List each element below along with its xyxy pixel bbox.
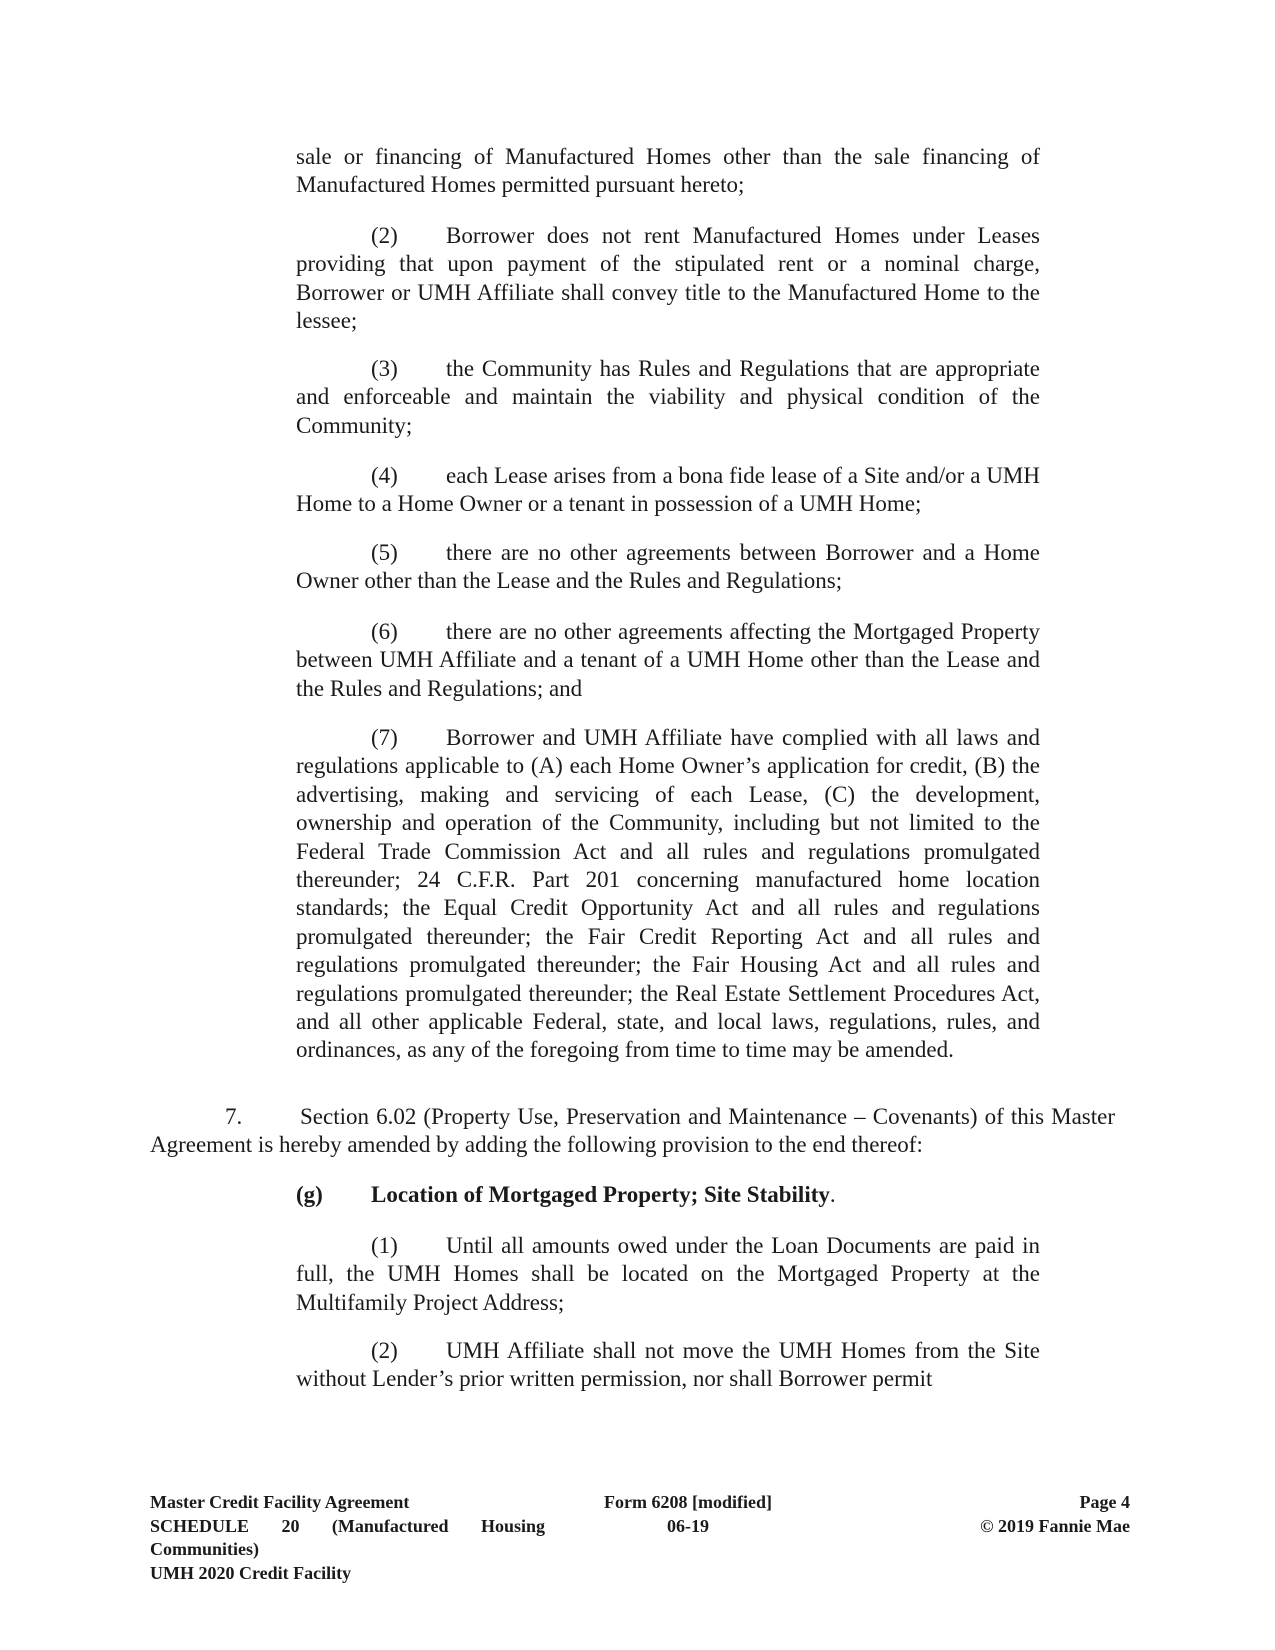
paragraph-item-2 xyxy=(296,222,1040,336)
paragraph-text: UMH Affiliate shall not move the UMH Homes from the Site without Lender’s prior written permission, nor shall Borrower permit xyxy=(296,1338,1040,1392)
paragraph-text: there are no other agreements between Borrower and a Home Owner other than the Lease and the Rules and Regulations; xyxy=(296,540,1040,594)
subsection-letter: (g) xyxy=(296,1182,323,1207)
item-number: (4) xyxy=(371,463,398,488)
footer-facility-name: UMH 2020 Credit Facility xyxy=(150,1562,352,1583)
section-text: Section 6.02 (Property Use, Preservation and Maintenance – Covenants) of this Master Agreement is hereby amended by adding the following provision to the end thereof: xyxy=(150,1104,1115,1158)
footer-left xyxy=(150,1491,545,1585)
footer-form-number: Form 6208 [modified] xyxy=(604,1492,772,1512)
paragraph-text: the Community has Rules and Regulations that are appropriate and enforceable and maintain the viability and physical condition of the Community; xyxy=(296,356,1040,438)
paragraph-item-4 xyxy=(296,462,1040,519)
item-number: (3) xyxy=(371,356,398,381)
subsection-title: Location of Mortgaged Property; Site Stability xyxy=(371,1182,830,1207)
paragraph-text: Until all amounts owed under the Loan Documents are paid in full, the UMH Homes shall be located on the Mortgaged Property at the Multifamily Project Address; xyxy=(296,1233,1040,1315)
footer-agreement-title: Master Credit Facility Agreement xyxy=(150,1492,410,1512)
item-number: (1) xyxy=(371,1233,398,1258)
paragraph-text: there are no other agreements affecting the Mortgaged Property between UMH Affiliate and a tenant of a UMH Home other than the Lease and the Rules and Regulations; and xyxy=(296,619,1040,701)
footer-schedule: SCHEDULE 20 (Manufactured Housing xyxy=(150,1515,545,1536)
section-7 xyxy=(150,1103,1115,1160)
paragraph-text: sale or financing of Manufactured Homes other than the sale financing of Manufactured Homes permitted pursuant hereto; xyxy=(296,144,1040,198)
paragraph-text: Borrower and UMH Affiliate have complied with all laws and regulations applicable to (A) each Home Owner’s application for credit, (B) the advertising, making and servicing of each Lease, (C) the development, ownership and operation of the Community, including but not limited to the Federal Trade Commission Act and all rules and regulations promulgated thereunder; 24 C.F.R. Part 201 concerning manufactured home location standards; the Equal Credit Opportunity Act and all rules and regulations promulgated thereunder; the Fair Credit Reporting Act and all rules and regulations promulgated thereunder; the Fair Housing Act and all rules and regulations promulgated thereunder; the Real Estate Settlement Procedures Act, and all other applicable Federal, state, and local laws, regulations, rules, and ordinances, as any of the foregoing from time to time may be amended. xyxy=(296,725,1040,1063)
item-number: (5) xyxy=(371,540,398,565)
subsection-g-heading xyxy=(296,1181,1040,1209)
paragraph-item-7 xyxy=(296,724,1040,1065)
paragraph-item-3 xyxy=(296,355,1040,440)
footer-schedule-cont: Communities) xyxy=(150,1539,259,1559)
title-period: . xyxy=(829,1182,836,1207)
section-number: 7. xyxy=(225,1104,243,1129)
footer-right xyxy=(900,1491,1130,1538)
footer-form-date: 06-19 xyxy=(667,1515,709,1536)
footer-middle xyxy=(588,1491,788,1538)
paragraph-item-6 xyxy=(296,618,1040,703)
paragraph-item-5 xyxy=(296,539,1040,596)
g-paragraph-1 xyxy=(296,1232,1040,1317)
copyright: © 2019 Fannie Mae xyxy=(980,1515,1130,1536)
paragraph-text: each Lease arises from a bona fide lease of a Site and/or a UMH Home to a Home Owner or a tenant in possession of a UMH Home; xyxy=(296,463,1040,517)
paragraph-continuation xyxy=(296,143,1040,200)
item-number: (2) xyxy=(371,223,398,248)
item-number: (6) xyxy=(371,619,398,644)
paragraph-text: Borrower does not rent Manufactured Homes under Leases providing that upon payment of the stipulated rent or a nominal charge, Borrower or UMH Affiliate shall convey title to the Manufactured Home to the lessee; xyxy=(296,223,1040,334)
g-paragraph-2 xyxy=(296,1337,1040,1394)
item-number: (7) xyxy=(371,725,398,750)
page-number: Page 4 xyxy=(1079,1492,1130,1512)
item-number: (2) xyxy=(371,1338,398,1363)
